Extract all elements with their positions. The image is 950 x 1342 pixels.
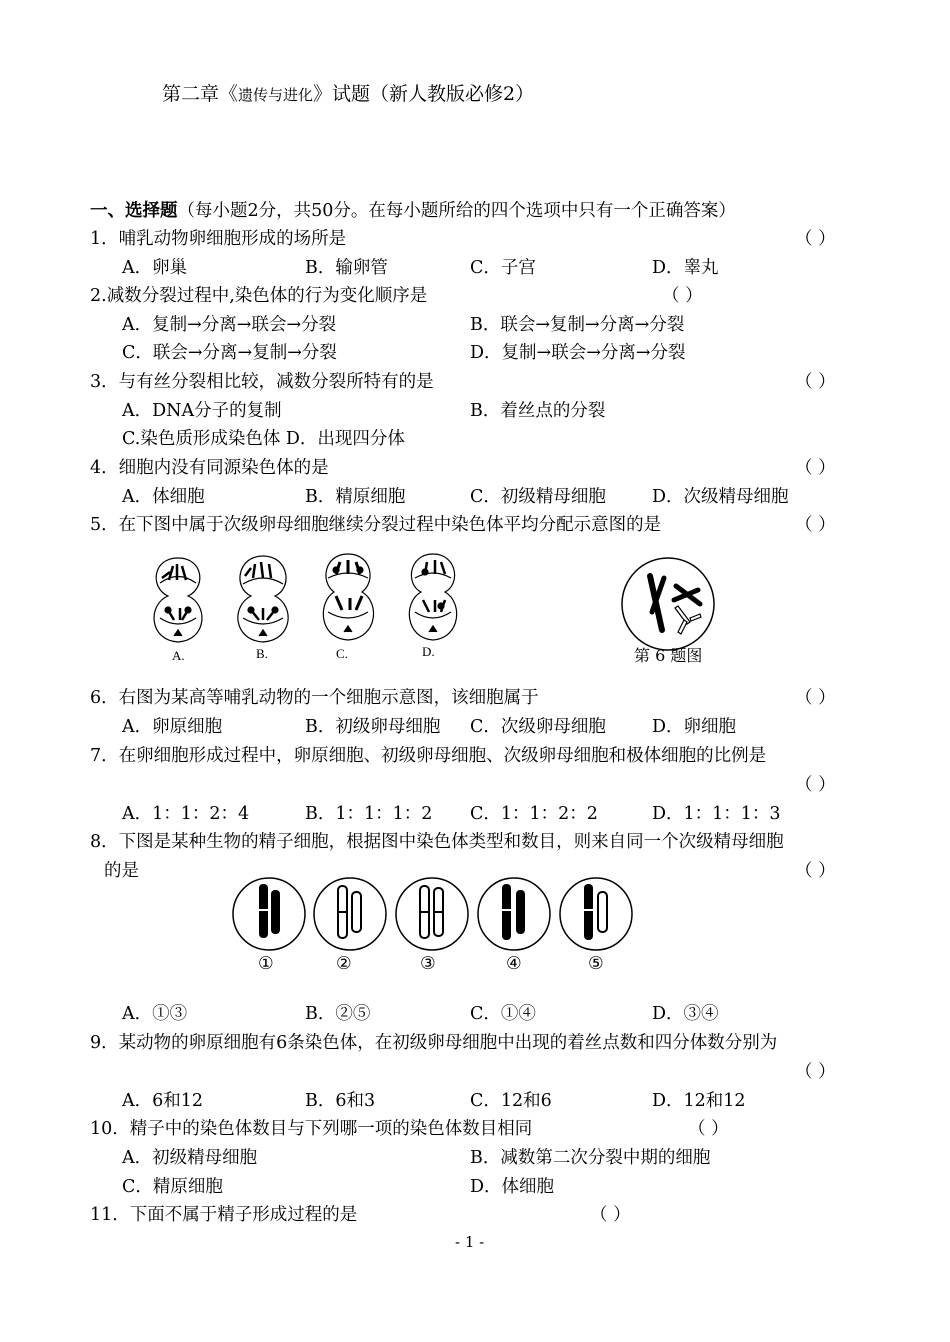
option-c[interactable]: C．①④	[470, 1004, 536, 1024]
option-a[interactable]: A．卵巢	[122, 258, 188, 278]
section-title: 一、选择题	[90, 201, 178, 221]
question-number: 11．	[90, 1205, 130, 1225]
cell-label-5: ⑤	[588, 954, 604, 974]
option-b[interactable]: B．②⑤	[305, 1004, 371, 1024]
question-6	[90, 686, 539, 710]
question-text: 精子中的染色体数目与下列哪一项的染色体数目相同	[129, 1119, 533, 1139]
title-suffix: 》试题（新人教版必修2）	[313, 83, 535, 105]
question-number: 5．	[90, 515, 119, 535]
page-number: - 1 -	[455, 1233, 485, 1251]
question-9	[90, 1031, 777, 1055]
option-b[interactable]: B．联会→复制→分离→分裂	[470, 315, 685, 335]
question-8-continued: 的是	[104, 861, 139, 881]
option-c[interactable]: C．精原细胞	[122, 1177, 223, 1197]
option-b[interactable]: B．着丝点的分裂	[470, 401, 606, 421]
option-b[interactable]: B．减数第二次分裂中期的细胞	[470, 1148, 711, 1168]
question-text: 右图为某高等哺乳动物的一个细胞示意图，该细胞属于	[118, 688, 539, 708]
option-c[interactable]: C．次级卵母细胞	[470, 717, 606, 737]
option-a[interactable]: A．6和12	[122, 1091, 204, 1111]
question-text: 在下图中属于次级卵母细胞继续分裂过程中染色体平均分配示意图的是	[118, 515, 662, 535]
question-7	[90, 744, 766, 768]
option-a[interactable]: A．DNA分子的复制	[122, 401, 282, 421]
sperm-cells-figure	[232, 872, 642, 962]
cell-label-1: ①	[258, 954, 274, 974]
answer-blank-5[interactable]: （ ）	[795, 515, 836, 535]
question-2	[90, 284, 427, 308]
answer-blank-11[interactable]: （ ）	[590, 1205, 631, 1225]
question-8	[90, 830, 784, 854]
option-b[interactable]: B．精原细胞	[305, 487, 406, 507]
question-number: 8．	[90, 832, 119, 852]
title-book: 遗传与进化	[238, 86, 314, 104]
option-c[interactable]: C．初级精母细胞	[470, 487, 606, 507]
figure-6-caption: 第 6 题图	[634, 646, 703, 665]
dividing-cells-figure	[140, 548, 460, 668]
question-11	[90, 1203, 357, 1227]
option-a[interactable]: A．1：1：2：4	[122, 804, 250, 824]
question-number: 2.	[90, 286, 107, 306]
option-d[interactable]: D．睾丸	[652, 258, 719, 278]
option-c[interactable]: C．12和6	[470, 1091, 552, 1111]
question-text: 哺乳动物卵细胞形成的场所是	[118, 229, 347, 249]
option-b[interactable]: B．6和3	[305, 1091, 376, 1111]
cell-label-2: ②	[336, 954, 352, 974]
cell-label-3: ③	[420, 954, 436, 974]
answer-blank-10[interactable]: （ ）	[688, 1119, 729, 1139]
option-d[interactable]: D．卵细胞	[652, 717, 737, 737]
cell-label-a: A.	[172, 648, 185, 663]
option-d[interactable]: D．12和12	[652, 1091, 746, 1111]
question-5	[90, 513, 661, 537]
question-4	[90, 456, 329, 480]
answer-blank-9[interactable]: （ ）	[795, 1062, 836, 1082]
answer-blank-2[interactable]: （ ）	[662, 286, 703, 306]
option-a[interactable]: A．复制→分离→联会→分裂	[122, 315, 337, 335]
option-c[interactable]: C．1：1：2：2	[470, 804, 598, 824]
question-number: 7．	[90, 746, 119, 766]
option-d[interactable]: D．体细胞	[470, 1177, 555, 1197]
option-c[interactable]: C．联会→分离→复制→分裂	[122, 343, 337, 363]
option-d[interactable]: D．复制→联会→分离→分裂	[470, 343, 686, 363]
question-text: 下面不属于精子形成过程的是	[129, 1205, 358, 1225]
cell-label-b: B.	[256, 646, 268, 661]
question-3	[90, 370, 434, 394]
answer-blank-7[interactable]: （ ）	[795, 775, 836, 795]
option-c[interactable]: C．子宫	[470, 258, 536, 278]
question-text: 细胞内没有同源染色体的是	[118, 458, 329, 478]
option-a[interactable]: A．初级精母细胞	[122, 1148, 258, 1168]
option-b[interactable]: B．初级卵母细胞	[305, 717, 441, 737]
question-number: 4．	[90, 458, 119, 478]
cell-label-4: ④	[506, 954, 522, 974]
question-number: 3．	[90, 372, 119, 392]
question-10	[90, 1117, 532, 1141]
question-text: 在卵细胞形成过程中，卵原细胞、初级卵母细胞、次级卵母细胞和极体细胞的比例是	[118, 746, 767, 766]
question-text: 下图是某种生物的精子细胞，根据图中染色体类型和数目，则来自同一个次级精母细胞	[118, 832, 784, 852]
question-1	[90, 227, 346, 251]
answer-blank-3[interactable]: （ ）	[795, 372, 836, 392]
cell-label-d: D.	[422, 644, 435, 659]
answer-blank-8[interactable]: （ ）	[795, 861, 836, 881]
question-text: 减数分裂过程中,染色体的行为变化顺序是	[106, 286, 428, 306]
answer-blank-4[interactable]: （ ）	[795, 458, 836, 478]
option-b[interactable]: B．1：1：1：2	[305, 804, 433, 824]
option-a[interactable]: A．卵原细胞	[122, 717, 223, 737]
section-note: （每小题2分，共50分。在每小题所给的四个选项中只有一个正确答案）	[177, 201, 736, 221]
question-number: 6．	[90, 688, 119, 708]
option-cd[interactable]: C.染色质形成染色体 D．出现四分体	[122, 429, 405, 449]
option-b[interactable]: B．输卵管	[305, 258, 388, 278]
option-d[interactable]: D．③④	[652, 1004, 719, 1024]
question-text: 某动物的卵原细胞有6条染色体，在初级卵母细胞中出现的着丝点数和四分体数分别为	[118, 1033, 778, 1053]
option-d[interactable]: D．次级精母细胞	[652, 487, 789, 507]
answer-blank-6[interactable]: （ ）	[795, 688, 836, 708]
answer-blank-1[interactable]: （ ）	[795, 229, 836, 249]
cell-a-diagram	[154, 558, 202, 642]
question-number: 10．	[90, 1119, 130, 1139]
title-prefix: 第二章《	[162, 83, 239, 105]
page-title	[162, 82, 534, 107]
option-a[interactable]: A．①③	[122, 1004, 188, 1024]
option-a[interactable]: A．体细胞	[122, 487, 205, 507]
option-d[interactable]: D．1：1：1：3	[652, 804, 781, 824]
question-number: 9．	[90, 1033, 119, 1053]
question-number: 1．	[90, 229, 119, 249]
section-heading	[90, 199, 736, 223]
question-6-cell-figure	[620, 556, 720, 656]
cell-label-c: C.	[336, 646, 348, 661]
question-text: 与有丝分裂相比较，减数分裂所特有的是	[118, 372, 434, 392]
